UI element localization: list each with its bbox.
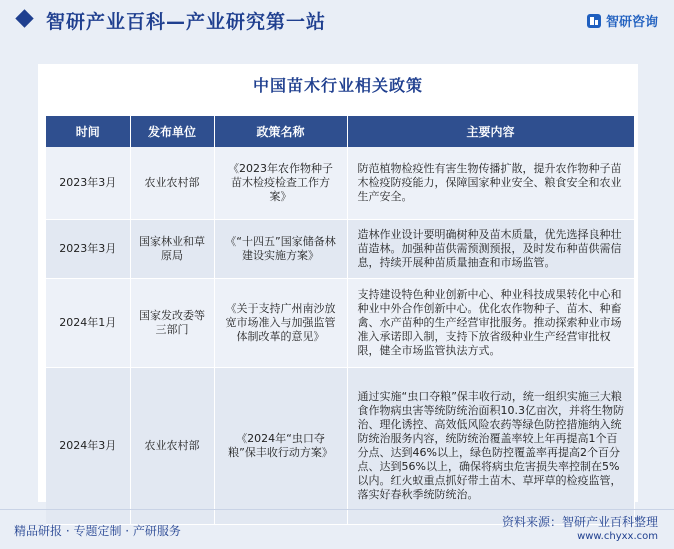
cell-content: 支持建设特色种业创新中心、种业科技成果转化中心和种业中外合作创新中心。优化农作物种子、苗木、种畜禽、水产苗种的生产经营审批服务。推动探索种业市场准入承诺即入制，支持下放省级种业生产经营审批权限，健全市场监管执法方式。	[347, 279, 634, 368]
cell-unit: 农业农村部	[130, 368, 214, 525]
table-row	[46, 279, 634, 368]
cell-policy-name: 《关于支持广州南沙放宽市场准入与加强监管体制改革的意见》	[214, 279, 347, 368]
header	[0, 0, 674, 44]
footer-divider	[0, 509, 674, 510]
table-row	[46, 147, 634, 220]
column-header-time: 时间	[46, 116, 130, 147]
footer-tagline: 精品研报 · 专题定制 · 产研服务	[14, 524, 181, 538]
site-title: 智研产业百科—产业研究第一站	[46, 11, 327, 33]
document-title: 中国苗木行业相关政策	[252, 76, 423, 95]
cell-policy-name: 《“十四五”国家储备林建设实施方案》	[214, 220, 347, 279]
cell-time: 2024年1月	[46, 279, 130, 368]
cell-unit: 农业农村部	[130, 147, 214, 220]
cell-time: 2024年3月	[46, 368, 130, 525]
footer-source: 资料来源：智研产业百科整理	[501, 515, 658, 529]
cell-time: 2023年3月	[46, 220, 130, 279]
brand-name: 智研咨询	[605, 15, 658, 30]
column-header-unit: 发布单位	[130, 116, 214, 147]
table-row	[46, 220, 634, 279]
policy-card	[38, 64, 638, 502]
table-row	[46, 368, 634, 525]
cell-time: 2023年3月	[46, 147, 130, 220]
cell-content: 造林作业设计要明确树种及苗木质量，优先选择良种壮苗造林。加强种苗供需预测预报，及时发布种苗供需信息，持续开展种苗质量抽查和市场监管。	[347, 220, 634, 279]
cell-policy-name: 《2024年“虫口夺粮”保丰收行动方案》	[214, 368, 347, 525]
cell-content: 通过实施“虫口夺粮”保丰收行动，统一组织实施三大粮食作物病虫害等统防统治面积10.3亿亩次，并将生物防治、理化诱控、高效低风险农药等绿色防控措施纳入统防统治服务内容，统防统治覆盖率较上年再提高1个百分点、达到46%以上，绿色防控覆盖率再提高2个百分点、达到56%以上，确保将病虫危害损失率控制在5%以内。红火蚁重点抓好带土苗木、草坪草的检疫监管，落实好春秋季统防统治。	[347, 368, 634, 525]
table-header-row	[46, 116, 634, 147]
footer-url[interactable]: www.chyxx.com	[577, 531, 658, 542]
cell-unit: 国家林业和草原局	[130, 220, 214, 279]
policy-table	[46, 116, 635, 525]
brand-icon	[587, 14, 601, 28]
cell-unit: 国家发改委等三部门	[130, 279, 214, 368]
column-header-content: 主要内容	[347, 116, 634, 147]
diamond-icon	[15, 9, 33, 27]
column-header-name: 政策名称	[214, 116, 347, 147]
cell-policy-name: 《2023年农作物种子苗木检疫检查工作方案》	[214, 147, 347, 220]
cell-content: 防范植物检疫性有害生物传播扩散，提升农作物种子苗木检疫防疫能力，保障国家种业安全、粮食安全和农业生产安全。	[347, 147, 634, 220]
brand-logo[interactable]	[587, 11, 658, 30]
